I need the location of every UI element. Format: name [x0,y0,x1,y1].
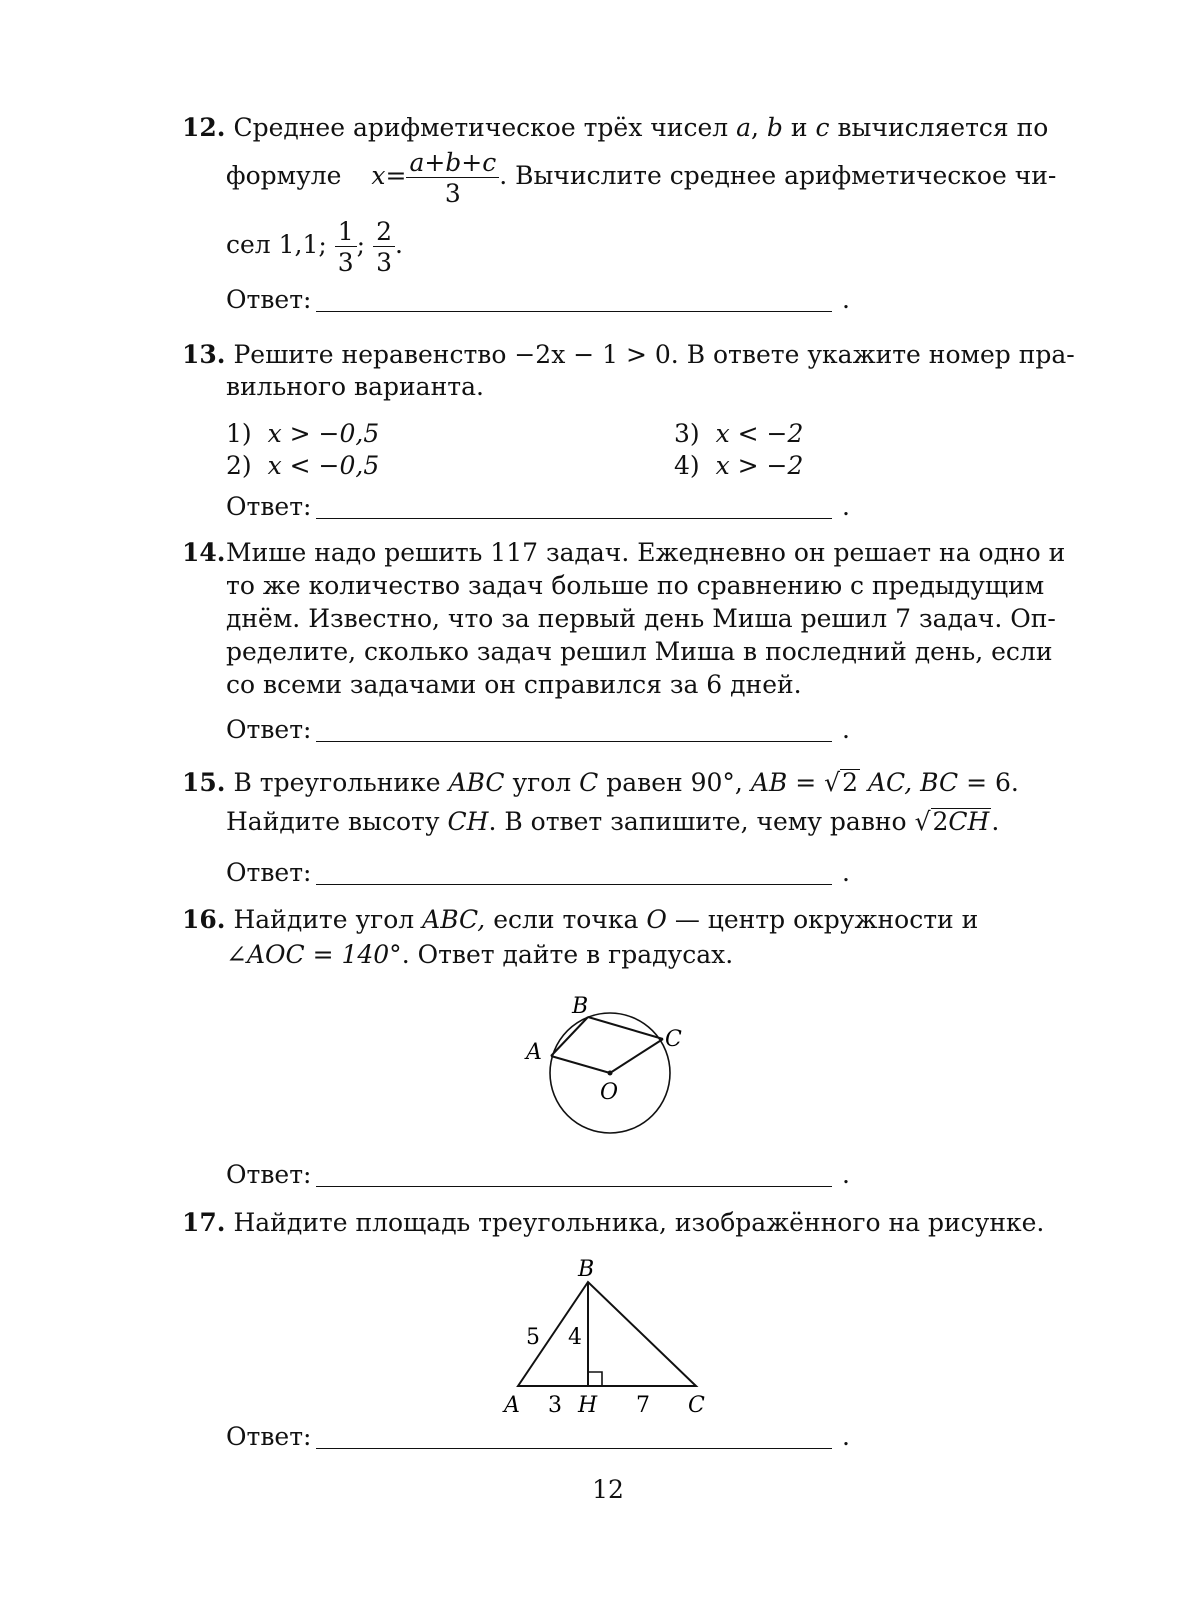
problem-15-number: 15. [182,768,226,797]
problem-13-line-1: 13. Решите неравенство −2x − 1 > 0. В ответе укажите номер пра- [182,340,1075,369]
answer-period-16: . [842,1160,850,1189]
option-1: 1) x > −0,5 [226,419,380,448]
triangle-figure [490,1250,730,1420]
answer-label-15: Ответ: [226,858,312,887]
triangle-abc [518,1282,696,1386]
label-a: A [526,1040,542,1065]
option-2: 2) x < −0,5 [226,451,380,480]
problem-12-number: 12. [182,113,226,142]
answer-field-13[interactable] [316,518,832,519]
answer-period-12: . [842,285,850,314]
circle-figure [500,985,720,1155]
label-side-ab: 5 [526,1325,540,1350]
fraction-one-third: $\frac{1}{3}$ [335,219,357,275]
problem-12-line-1: 12. Среднее арифметическое трёх чисел a, b и c вычисляется по [182,113,1049,142]
problem-16-line-1: 16. Найдите угол ABC, если точка O — центр окружности и [182,905,979,934]
problem-17-line-1: 17. Найдите площадь треугольника, изображённого на рисунке. [182,1208,1045,1237]
problem-16-line-2: ∠AOC = 140°. Ответ дайте в градусах. [226,940,734,969]
answer-label-13: Ответ: [226,492,312,521]
formula-fraction: $\frac{a+b+c}{3}$ [406,150,499,206]
right-angle-mark [588,1372,602,1386]
problem-17-number: 17. [182,1208,226,1237]
label-h: H [578,1393,598,1418]
problem-13-number: 13. [182,340,226,369]
problem-16-number: 16. [182,905,226,934]
problem-14-line-1: Мише надо решить 117 задач. Ежедневно он решает на одно и [226,538,1066,567]
problem-14-line-3: днём. Известно, что за первый день Миша решил 7 задач. Оп- [226,604,1056,633]
answer-period-17: . [842,1422,850,1451]
label-a: A [504,1393,520,1418]
label-seg-ah: 3 [548,1393,562,1418]
page-number: 12 [592,1475,624,1504]
problem-14-line-5: со всеми задачами он справился за 6 дней. [226,670,802,699]
label-b: B [572,994,589,1019]
segment-ab [551,1017,588,1056]
label-b: B [578,1257,595,1282]
answer-period-14: . [842,715,850,744]
segment-ao [551,1056,610,1073]
answer-field-17[interactable] [316,1448,832,1449]
problem-13-line-2: вильного варианта. [226,372,484,401]
problem-12-line-2: формуле x= $\frac{a+b+c}{3}$ . Вычислите среднее арифметическое чи- [226,147,1057,208]
segment-co [610,1039,663,1073]
problem-14-line-4: ределите, сколько задач решил Миша в последний день, если [226,637,1053,666]
answer-field-12[interactable] [316,311,832,312]
answer-field-15[interactable] [316,884,832,885]
label-height: 4 [568,1325,582,1350]
label-c: C [665,1027,682,1052]
problem-15-line-1: 15. В треугольнике ABC угол C равен 90°, AB = √2 AC, BC = 6. [182,768,1019,797]
option-3: 3) x < −2 [674,419,804,448]
answer-field-14[interactable] [316,741,832,742]
option-4: 4) x > −2 [674,451,804,480]
fraction-two-thirds: $\frac{2}{3}$ [373,219,395,275]
answer-period-15: . [842,858,850,887]
answer-label-17: Ответ: [226,1422,312,1451]
answer-label-14: Ответ: [226,715,312,744]
problem-14-number: 14. [182,538,226,567]
center-point [608,1071,613,1076]
problem-12-line-3: сел 1,1; $\frac{1}{3}$ ; $\frac{2}{3}$ . [226,216,403,277]
label-seg-hc: 7 [636,1393,650,1418]
answer-label-16: Ответ: [226,1160,312,1189]
label-o: O [600,1080,619,1105]
label-c: C [688,1393,705,1418]
problem-14-line-2: то же количество задач больше по сравнению с предыдущим [226,571,1045,600]
answer-label-12: Ответ: [226,285,312,314]
answer-field-16[interactable] [316,1186,832,1187]
answer-period-13: . [842,492,850,521]
segment-bc [588,1017,663,1039]
problem-15-line-2: Найдите высоту CH. В ответ запишите, чему равно √2CH. [226,807,1000,836]
